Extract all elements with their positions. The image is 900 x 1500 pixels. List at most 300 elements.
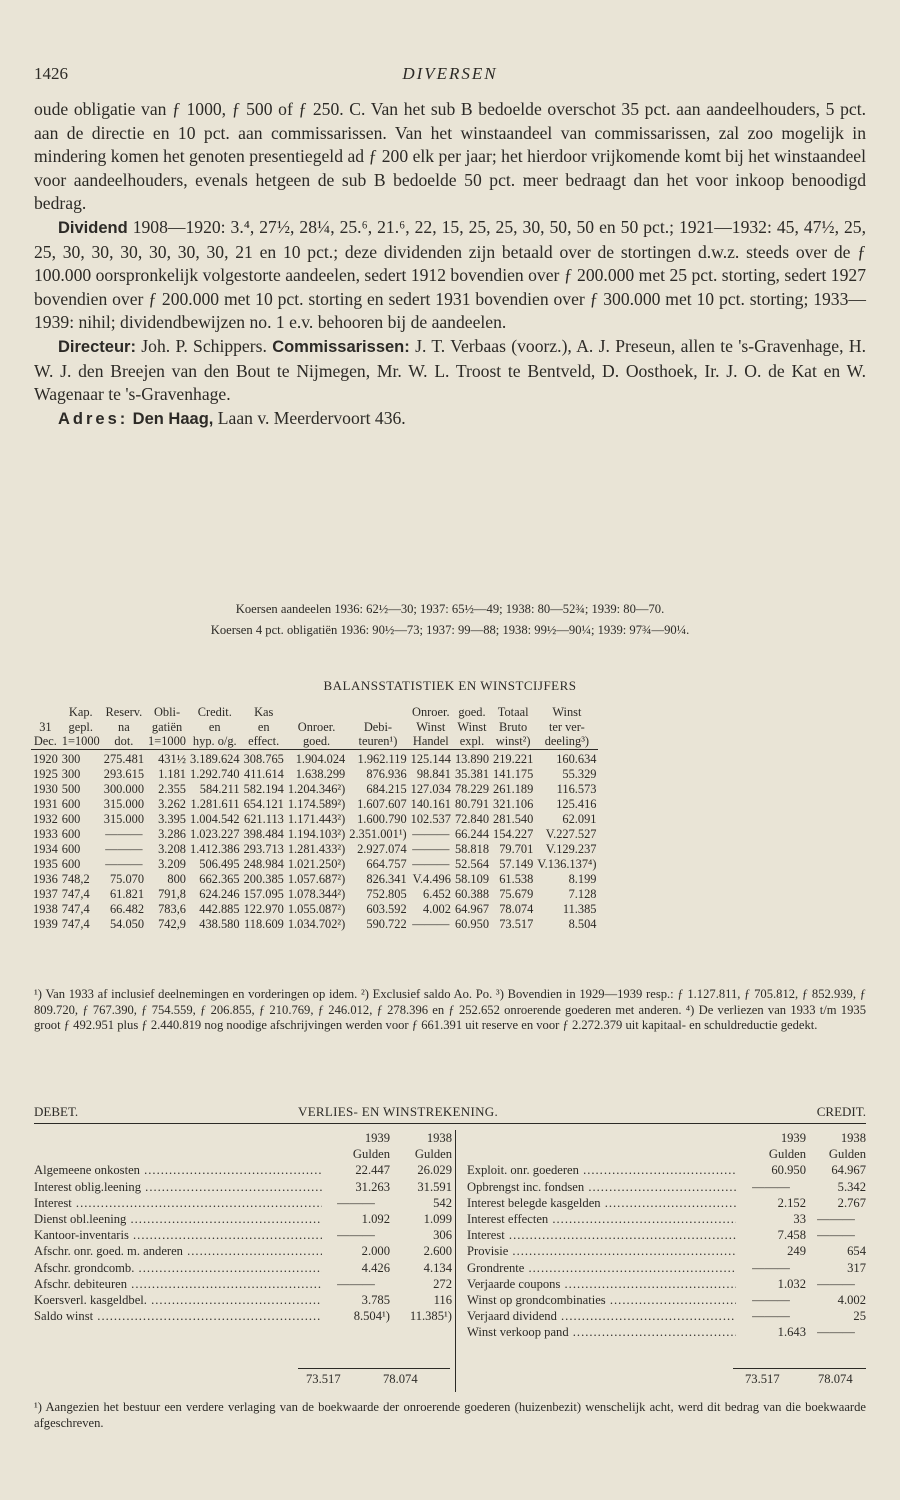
debet-value: 8.504¹) xyxy=(353,1309,390,1324)
table-row xyxy=(31,797,598,812)
credit-value: ——— xyxy=(817,1325,855,1340)
balans-header-cell: 31 xyxy=(39,719,52,734)
table-cell: 600 xyxy=(61,856,81,871)
table-cell: ——— xyxy=(105,826,143,841)
credit-label: Verjaard dividend ..... xyxy=(467,1308,736,1324)
balans-header-cell: Dec. xyxy=(31,734,60,749)
table-cell: 315.000 xyxy=(103,811,145,826)
table-cell: 300 xyxy=(61,766,81,781)
table-row xyxy=(31,767,598,782)
table-cell: 1.281.611 xyxy=(190,796,240,811)
table-cell: 1.412.386 xyxy=(190,841,240,856)
table-row xyxy=(31,917,598,932)
credit-value: 1.032 xyxy=(777,1276,806,1291)
table-cell: 66.482 xyxy=(109,901,145,916)
table-cell: 127.034 xyxy=(410,781,451,796)
table-cell: 118.609 xyxy=(244,916,284,931)
debet-label: Kantoor-inventaris ..... xyxy=(34,1227,322,1243)
table-cell: 752.805 xyxy=(366,886,407,901)
debet-total-1938: 78.074 xyxy=(383,1372,418,1386)
credit-unit-header xyxy=(467,1146,866,1162)
adres-text: Laan v. Meerdervoort 436. xyxy=(217,407,406,428)
table-cell: 590.722 xyxy=(366,916,407,931)
table-cell: 8.504 xyxy=(568,916,597,931)
credit-label: Interest belegde kasgelden ..... xyxy=(467,1195,736,1211)
table-cell: 1.034.702²) xyxy=(287,916,346,931)
debet-row xyxy=(34,1308,452,1324)
debet-row xyxy=(34,1243,452,1259)
table-cell: ——— xyxy=(412,856,450,871)
debet-row xyxy=(34,1195,452,1211)
debet-label: DEBET. xyxy=(34,1104,79,1119)
table-cell: 154.227 xyxy=(493,826,534,841)
debet-label: Afschr. onr. goed. m. anderen ..... xyxy=(34,1243,322,1259)
table-cell: 1920 xyxy=(33,751,58,766)
table-cell: 57.149 xyxy=(499,856,534,871)
adres-city: Den Haag, xyxy=(132,409,214,428)
table-cell: 747,4 xyxy=(61,916,90,931)
table-cell: 1.600.790 xyxy=(357,811,407,826)
table-cell: 600 xyxy=(61,841,81,856)
credit-rows xyxy=(467,1162,866,1340)
table-cell: 1.204.346²) xyxy=(287,781,346,796)
balans-table-body xyxy=(31,749,598,932)
debet-column xyxy=(34,1130,452,1324)
debet-row xyxy=(34,1179,452,1195)
table-cell: 55.329 xyxy=(562,766,597,781)
credit-column xyxy=(467,1130,866,1340)
year-1938: 1938 xyxy=(426,1131,452,1145)
table-cell: 582.194 xyxy=(243,781,284,796)
debet-value: ——— xyxy=(337,1195,375,1210)
table-cell: 293.615 xyxy=(103,766,145,781)
table-cell: V.136.137⁴) xyxy=(537,856,597,871)
credit-value: 317 xyxy=(847,1260,866,1275)
credit-label: Opbrengst inc. fondsen ..... xyxy=(467,1179,736,1195)
vw-footnote: ¹) Aangezien het bestuur een verdere verlaging van de boekwaarde der onroerende goederen (huizenbezit) wenschelijk acht, werd dit bedrag van die boekwaarde afgeschreven. xyxy=(34,1400,866,1430)
table-cell: 98.841 xyxy=(416,766,451,781)
table-cell: 1931 xyxy=(33,796,58,811)
body-text xyxy=(34,98,866,431)
credit-label: Interest ..... xyxy=(467,1227,736,1243)
table-cell: 1.057.687²) xyxy=(287,871,346,886)
credit-value: 1.643 xyxy=(777,1325,806,1340)
table-cell: 219.221 xyxy=(493,751,534,766)
credit-value: ——— xyxy=(752,1260,790,1275)
credit-label: Grondrente ..... xyxy=(467,1260,736,1276)
table-cell: 662.365 xyxy=(199,871,240,886)
table-cell: 1937 xyxy=(33,886,58,901)
unit-1938: Gulden xyxy=(414,1147,452,1162)
debet-value: 272 xyxy=(433,1276,452,1291)
debet-row xyxy=(34,1292,452,1308)
balans-header-cell: Kas xyxy=(254,705,274,719)
table-cell: 1.174.589²) xyxy=(287,796,346,811)
debet-label: Interest oblig.leening ..... xyxy=(34,1179,322,1195)
credit-row xyxy=(467,1276,866,1292)
debet-value: 542 xyxy=(433,1195,452,1210)
table-cell: 826.341 xyxy=(366,871,407,886)
vw-top-rule xyxy=(34,1123,866,1124)
credit-total-rule xyxy=(733,1368,866,1369)
credit-value: ——— xyxy=(817,1211,855,1226)
credit-row xyxy=(467,1324,866,1340)
dividend-label: Dividend xyxy=(58,218,128,237)
table-cell: 78.229 xyxy=(454,781,490,796)
balans-table-head xyxy=(31,705,598,749)
table-cell: 1.962.119 xyxy=(357,751,407,766)
credit-year-header xyxy=(467,1130,866,1146)
page-number: 1426 xyxy=(34,64,68,83)
table-cell: 1.292.740 xyxy=(190,766,240,781)
balans-header-cell: en xyxy=(208,719,221,734)
table-row xyxy=(31,857,598,872)
balans-header-cell: Bruto xyxy=(499,719,528,734)
balans-header-cell: Obli- xyxy=(153,705,181,719)
debet-label: Afschr. debiteuren ..... xyxy=(34,1276,322,1292)
table-row xyxy=(31,887,598,902)
table-cell: 783,6 xyxy=(158,901,186,916)
koersen-aandeelen: Koersen aandeelen 1936: 62½—30; 1937: 65½—49; 1938: 80—52¾; 1939: 80—70. xyxy=(235,602,665,616)
table-cell: 122.970 xyxy=(243,901,284,916)
table-cell: 1.194.103²) xyxy=(287,826,346,841)
balans-header-cell: Credit. xyxy=(197,705,232,719)
table-cell: 61.538 xyxy=(499,871,534,886)
table-cell: 75.070 xyxy=(109,871,145,886)
year-1939: 1939 xyxy=(364,1131,390,1145)
credit-total-1939: 73.517 xyxy=(745,1372,780,1386)
debet-value: 31.591 xyxy=(417,1179,452,1194)
table-cell: 3.209 xyxy=(158,856,186,871)
debet-total-1939: 73.517 xyxy=(306,1372,341,1386)
table-cell: 293.713 xyxy=(243,841,284,856)
table-cell: 1.904.024 xyxy=(295,751,346,766)
koersen-obligaties: Koersen 4 pct. obligatiën 1936: 90½—73; 1937: 99—88; 1938: 99½—90¼; 1939: 97¾—90¼. xyxy=(210,623,690,637)
balans-header-cell: Winst xyxy=(416,719,446,734)
debet-value: 3.785 xyxy=(361,1292,390,1307)
balans-header-cell: en xyxy=(257,719,270,734)
credit-value: ——— xyxy=(752,1292,790,1307)
table-cell: 64.967 xyxy=(454,901,490,916)
table-cell: 600 xyxy=(61,811,81,826)
debet-label: Saldo winst ..... xyxy=(34,1308,322,1324)
debet-label: Dienst obl.leening ..... xyxy=(34,1211,322,1227)
debet-value: 1.092 xyxy=(361,1211,390,1226)
credit-label: Provisie ..... xyxy=(467,1243,736,1259)
paragraph-statutes: oude obligatie van ƒ 1000, ƒ 500 of ƒ 250. C. Van het sub B bedoelde overschot 35 pct. aan aandeelhouders, 5 pct. aan de directie en 10 pct. aan commissarissen. Van het winstaandeel van commissarissen, zal zoo mogelijk in mindering komen het genoten presentiegeld ad ƒ 200 elk per jaar; het hierdoor vrijkomende komt bij het winstaandeel voor aandeelhouders, evenals hetgeen de sub B bedoelde 50 pct. meer bedraagt dan het voor inkoop benoodigd bedrag. xyxy=(34,99,866,214)
credit-row xyxy=(467,1162,866,1178)
credit-label: Winst op grondcombinaties ..... xyxy=(467,1292,736,1308)
table-cell: 116.573 xyxy=(556,781,597,796)
vw-column-divider xyxy=(455,1130,456,1392)
credit-row xyxy=(467,1292,866,1308)
table-cell: 584.211 xyxy=(199,781,240,796)
debet-value: 2.600 xyxy=(423,1244,452,1259)
table-cell: 1932 xyxy=(33,811,58,826)
debet-label: Afschr. grondcomb. ..... xyxy=(34,1260,322,1276)
table-cell: 742,9 xyxy=(158,916,186,931)
table-cell: ——— xyxy=(412,826,450,841)
table-cell: 125.144 xyxy=(410,751,451,766)
credit-value: 7.458 xyxy=(777,1228,806,1243)
paragraph-address xyxy=(34,407,866,432)
table-cell: 79.701 xyxy=(499,841,534,856)
debet-value: 11.385¹) xyxy=(409,1309,452,1324)
debet-row xyxy=(34,1211,452,1227)
table-cell: 747,4 xyxy=(61,886,90,901)
table-cell: 141.175 xyxy=(493,766,534,781)
credit-row xyxy=(467,1227,866,1243)
table-cell: 8.199 xyxy=(568,871,597,886)
table-cell: 300 xyxy=(61,751,81,766)
table-cell: 160.634 xyxy=(556,751,597,766)
credit-value: ——— xyxy=(817,1276,855,1291)
debet-row xyxy=(34,1162,452,1178)
table-cell: 52.564 xyxy=(454,856,490,871)
table-cell: 1.181 xyxy=(158,766,186,781)
table-cell: 398.484 xyxy=(243,826,284,841)
debet-value: 4.426 xyxy=(361,1260,390,1275)
table-cell: 791,8 xyxy=(158,886,186,901)
table-cell: 1934 xyxy=(33,841,58,856)
table-cell: 125.416 xyxy=(556,796,597,811)
table-cell: 506.495 xyxy=(199,856,240,871)
table-cell: 11.385 xyxy=(562,901,597,916)
balans-header-cell: gepl. xyxy=(68,719,93,734)
table-cell: 35.381 xyxy=(454,766,490,781)
debet-value: 31.263 xyxy=(355,1179,390,1194)
table-cell: 2.927.074 xyxy=(357,841,407,856)
credit-label: Winst verkoop pand ..... xyxy=(467,1324,736,1340)
balans-header-cell: deeling³) xyxy=(535,734,598,749)
table-row xyxy=(31,902,598,917)
credit-label: Interest effecten ..... xyxy=(467,1211,736,1227)
debet-value: 26.029 xyxy=(417,1163,452,1178)
debet-value: 22.447 xyxy=(355,1163,390,1178)
table-cell: 4.002 xyxy=(423,901,451,916)
balans-header-cell: Reserv. xyxy=(105,705,143,719)
balans-header-cell: Handel xyxy=(409,734,453,749)
debet-value: 2.000 xyxy=(361,1244,390,1259)
balans-header-cell: 1=1000 xyxy=(148,734,186,748)
credit-value: 64.967 xyxy=(831,1163,866,1178)
table-cell: 1930 xyxy=(33,781,58,796)
table-cell: 7.128 xyxy=(568,886,597,901)
balans-header-cell: Debi- xyxy=(363,719,393,734)
balans-header-cell: Onroer. xyxy=(297,719,336,734)
credit-value: 654 xyxy=(847,1244,866,1259)
balans-header-cell xyxy=(286,705,347,720)
table-cell: 1936 xyxy=(33,871,58,886)
commissarissen-label: Commissarissen: xyxy=(272,337,410,356)
credit-label: Exploit. onr. goederen ..... xyxy=(467,1162,736,1178)
debet-row xyxy=(34,1276,452,1292)
credit-row xyxy=(467,1243,866,1259)
table-cell: 58.109 xyxy=(454,871,490,886)
table-cell: 748,2 xyxy=(61,871,90,886)
table-cell: 275.481 xyxy=(103,751,145,766)
debet-value: 1.099 xyxy=(423,1211,452,1226)
directeur-label: Directeur: xyxy=(58,337,136,356)
page-header xyxy=(34,64,866,88)
credit-value: ——— xyxy=(817,1228,855,1243)
paragraph-management xyxy=(34,335,866,407)
table-cell: 664.757 xyxy=(366,856,407,871)
credit-label: CREDIT. xyxy=(816,1104,866,1119)
table-row xyxy=(31,842,598,857)
table-cell: 321.106 xyxy=(493,796,534,811)
balans-header-cell: Winst xyxy=(457,719,487,734)
credit-row xyxy=(467,1195,866,1211)
credit-value: 60.950 xyxy=(771,1163,806,1178)
table-cell: 140.161 xyxy=(410,796,451,811)
table-cell: 72.840 xyxy=(454,811,490,826)
table-cell: 1938 xyxy=(33,901,58,916)
balans-header-cell xyxy=(347,705,408,720)
table-cell: 1925 xyxy=(33,766,58,781)
table-cell: 1.004.542 xyxy=(190,811,240,826)
balans-header-row xyxy=(31,705,598,720)
table-cell: 281.540 xyxy=(493,811,534,826)
balans-header-cell: expl. xyxy=(453,734,491,749)
balans-header-cell xyxy=(31,705,60,720)
balans-header-cell: winst²) xyxy=(491,734,535,749)
unit-1939: Gulden xyxy=(768,1147,806,1162)
balans-header-cell: Winst xyxy=(552,705,582,719)
credit-value: 33 xyxy=(793,1211,806,1226)
dividend-text: 1908—1920: 3.⁴, 27½, 28¼, 25.⁶, 21.⁶, 22, 15, 25, 25, 30, 50, 50 en 50 pct.; 1921—1932: 45, 47½, 25, 25, 30, 30, 30, 30, 30, 30, 21 en 10 pct.; deze dividenden zijn betaald over de stortingen d.w.z. steeds over de ƒ 100.000 oorspronkelijk volgestorte aandeelen, sedert 1912 bovendien over ƒ 200.000 met 25 pct. storting, sedert 1927 bovendien over ƒ 200.000 met 10 pct. storting en sedert 1931 bovendien over ƒ 300.000 met 10 pct. storting; 1933—1939: nihil; dividendbewijzen no. 1 e.v. behooren bij de aandeelen. xyxy=(34,216,866,333)
table-cell: 1935 xyxy=(33,856,58,871)
debet-value: 4.134 xyxy=(423,1260,452,1275)
balans-header-cell: 1=1000 xyxy=(61,734,100,748)
credit-value: 249 xyxy=(787,1244,806,1259)
balans-header-cell: hyp. o/g. xyxy=(188,734,242,749)
balans-header-cell: ter ver- xyxy=(548,719,585,734)
credit-value: 2.767 xyxy=(837,1195,866,1210)
table-cell: 80.791 xyxy=(454,796,490,811)
table-cell: 60.388 xyxy=(454,886,490,901)
balans-footnote: ¹) Van 1933 af inclusief deelnemingen en vorderingen op idem. ²) Exclusief saldo Ao. Po. ³) Bovendien in 1929—1939 resp.: ƒ 1.127.811, ƒ 705.812, ƒ 852.939, ƒ 809.720, ƒ 767.390, ƒ 754.559, ƒ 206.855, ƒ 210.769, ƒ 246.012, ƒ 278.396 en ƒ 252.652 onroerende goederen met anderen. ⁴) De verliezen van 1933 t/m 1935 groot ƒ 492.951 plus ƒ 2.440.819 nog noodige afschrijvingen werden voor ƒ 661.391 uit reserve en voor ƒ 2.272.379 uit kapitaal- en schuldreductie gedekt. xyxy=(34,987,866,1033)
table-cell: 1933 xyxy=(33,826,58,841)
table-cell: 6.452 xyxy=(423,886,451,901)
table-cell: ——— xyxy=(105,856,143,871)
credit-row xyxy=(467,1211,866,1227)
table-cell: 308.765 xyxy=(243,751,284,766)
credit-value: 5.342 xyxy=(837,1179,866,1194)
debet-unit-header xyxy=(34,1146,452,1162)
balans-header-row xyxy=(31,720,598,735)
table-cell: 66.244 xyxy=(454,826,490,841)
table-cell: 261.189 xyxy=(493,781,534,796)
table-cell: 62.091 xyxy=(562,811,597,826)
table-cell: 600 xyxy=(61,796,81,811)
unit-1938: Gulden xyxy=(828,1147,866,1162)
unit-1939: Gulden xyxy=(352,1147,390,1162)
year-1938: 1938 xyxy=(840,1131,866,1145)
table-cell: 3.286 xyxy=(158,826,186,841)
table-cell: 1.021.250²) xyxy=(287,856,346,871)
table-row xyxy=(31,827,598,842)
debet-value: 116 xyxy=(433,1292,452,1307)
year-1939: 1939 xyxy=(780,1131,806,1145)
table-cell: 1.023.227 xyxy=(190,826,240,841)
table-cell: 2.351.001¹) xyxy=(349,826,407,841)
table-cell: 654.121 xyxy=(243,796,284,811)
table-cell: 438.580 xyxy=(199,916,240,931)
table-cell: 78.074 xyxy=(499,901,534,916)
balans-header-cell: teuren¹) xyxy=(347,734,408,749)
table-row xyxy=(31,749,598,767)
table-cell: 1.607.607 xyxy=(357,796,407,811)
table-cell: 411.614 xyxy=(244,766,284,781)
table-cell: 1.055.087²) xyxy=(287,901,346,916)
table-cell: 3.208 xyxy=(158,841,186,856)
balans-header-cell: Totaal xyxy=(497,705,529,719)
balans-header-cell: effect. xyxy=(242,734,286,749)
table-cell: 54.050 xyxy=(109,916,145,931)
debet-label: Interest ..... xyxy=(34,1195,322,1211)
credit-row xyxy=(467,1179,866,1195)
debet-value: ——— xyxy=(337,1228,375,1243)
balans-header-cell: gatiën xyxy=(151,719,183,734)
table-cell: ——— xyxy=(105,841,143,856)
debet-value: ——— xyxy=(337,1276,375,1291)
koersen-block xyxy=(34,599,866,641)
table-cell: 1.171.443²) xyxy=(287,811,346,826)
table-cell: 3.262 xyxy=(158,796,186,811)
credit-row xyxy=(467,1260,866,1276)
commissarissen-text: J. T. Verbaas (voorz.), A. J. Preseun, allen te 's-Gravenhage, H. W. J. den Breejen van den Bout te Nijmegen, Mr. W. L. Troost te Bentveld, D. Oosthoek, Ir. J. O. de Kat en W. Wagenaar te 's-Gravenhage. xyxy=(34,335,866,405)
table-cell: 876.936 xyxy=(366,766,407,781)
table-cell: 603.592 xyxy=(366,901,407,916)
table-cell: ——— xyxy=(412,916,450,931)
balans-header-cell: goed. xyxy=(286,734,347,749)
credit-label: Verjaarde coupons ..... xyxy=(467,1276,736,1292)
paragraph-dividend xyxy=(34,216,866,335)
running-head: DIVERSEN xyxy=(402,64,498,83)
table-cell: 1.281.433²) xyxy=(287,841,346,856)
table-cell: 3.395 xyxy=(158,811,186,826)
table-cell: 621.113 xyxy=(244,811,284,826)
balans-header-cell: goed. xyxy=(458,705,486,719)
table-cell: 157.095 xyxy=(243,886,284,901)
table-cell: V.227.527 xyxy=(545,826,597,841)
table-cell: 3.189.624 xyxy=(190,751,240,766)
balans-table xyxy=(31,705,598,932)
table-cell: 61.821 xyxy=(109,886,145,901)
table-cell: ——— xyxy=(412,841,450,856)
balans-header-cell: Kap. xyxy=(68,705,93,719)
table-cell: 500 xyxy=(61,781,81,796)
table-cell: 73.517 xyxy=(499,916,534,931)
table-cell: 200.385 xyxy=(243,871,284,886)
table-cell: 600 xyxy=(61,826,81,841)
table-cell: 624.246 xyxy=(199,886,240,901)
table-row xyxy=(31,872,598,887)
debet-value: 306 xyxy=(433,1228,452,1243)
table-row xyxy=(31,812,598,827)
credit-value: 4.002 xyxy=(837,1292,866,1307)
debet-year-header xyxy=(34,1130,452,1146)
balans-title: BALANSSTATISTIEK EN WINSTCIJFERS xyxy=(323,678,577,693)
table-cell: 2.355 xyxy=(158,781,186,796)
vw-title: VERLIES- EN WINSTREKENING. xyxy=(298,1104,499,1119)
credit-total-1938: 78.074 xyxy=(818,1372,853,1386)
debet-label: Koersverl. kasgeldbel. ..... xyxy=(34,1292,322,1308)
table-cell: 315.000 xyxy=(103,796,145,811)
table-cell: 58.818 xyxy=(454,841,490,856)
table-cell: 1939 xyxy=(33,916,58,931)
